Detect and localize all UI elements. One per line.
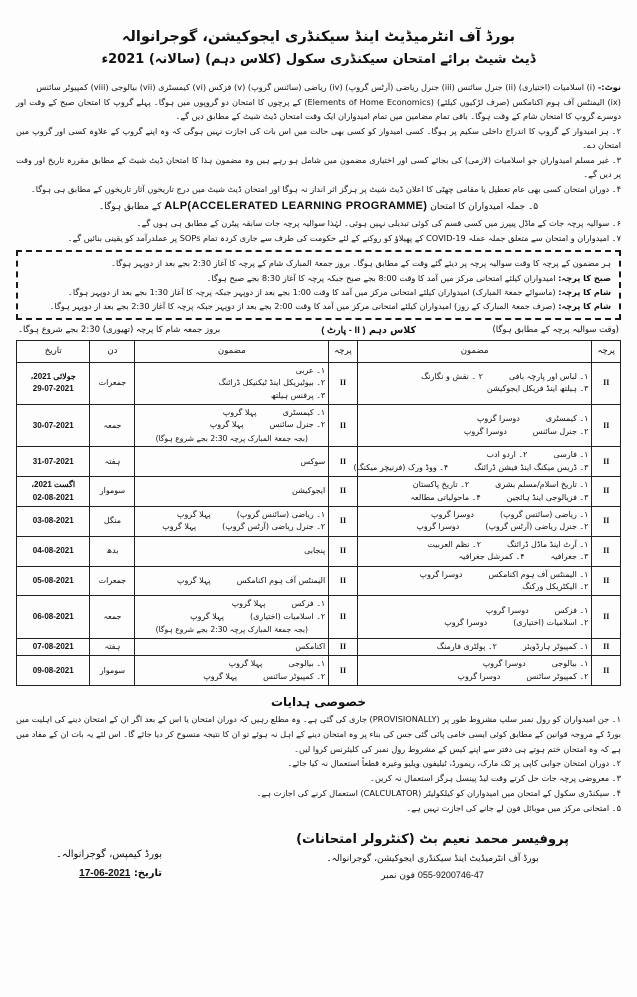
subject-line	[138, 671, 325, 683]
date-value: 04-08-2021	[32, 546, 74, 556]
subject-line	[361, 492, 589, 504]
subject-name: ۲۔ کمپیوٹر سائنس	[263, 671, 326, 681]
subject-group: دوسرا گروپ	[457, 671, 501, 681]
subject-line	[138, 598, 325, 610]
subject-line	[138, 390, 325, 402]
subject-name: ایجوکیشن	[292, 486, 326, 496]
note-optional-subjects-text: (i) اسلامیات (اختیاری) (ii) جنرل سائنس (iii) جنرل ریاضی (آرٹس گروپ) (iv) ریاضی (سائنس گروپ) (v) فزکس (vi) کیمسٹری (vii) بیالوجی (viii) کمپیوٹر سائنس	[36, 81, 596, 92]
subject-name: ۳۔ ڈریس میکنگ اینڈ فیشن ڈرائنگ	[474, 462, 589, 472]
day-cell: بدھ	[90, 536, 135, 566]
note-lead-label: نوٹ:-	[597, 81, 621, 92]
subject-name: ۲۔ جنرل ریاضی (آرٹس گروپ)	[222, 522, 326, 532]
paper-cell-right: II	[329, 507, 358, 537]
subject-group: پہلا گروپ	[162, 522, 197, 532]
paper-cell-left: II	[592, 447, 621, 477]
paper-cell-left: II	[592, 536, 621, 566]
subject-name: ۱۔ فارسی	[553, 450, 589, 460]
subject-group: دوسرا گروپ	[431, 510, 474, 520]
paper-cell-left: II	[592, 507, 621, 537]
header-subject-left: مضمون	[357, 340, 592, 362]
subject-cell-right	[135, 596, 329, 639]
note-5-suffix: کے مطابق ہوگا۔	[98, 202, 162, 213]
subject-line	[138, 485, 325, 497]
day-cell: سوموار	[90, 477, 135, 507]
header-paper-right: پرچہ	[329, 340, 358, 362]
subject-name: ۱۔ کمپیوٹر ہارڈویئر	[522, 641, 589, 651]
subject-group: ۴۔ کمرشل جغرافیہ	[458, 552, 525, 562]
datesheet-body	[17, 362, 621, 685]
date-month: جولائی 2021،	[30, 371, 76, 381]
date-value: 07-08-2021	[32, 641, 74, 651]
subject-cell-right	[135, 566, 329, 596]
date-cell	[17, 638, 90, 655]
phone-label: فون نمبر	[381, 870, 415, 881]
subject-name: ۳۔ جغرافیہ	[550, 552, 589, 562]
note-2: ۲۔ ہر امیدوار کے گروپ کا اندراج داخلی سکیم پر ہوگا۔ کسی امیدوار کو کسی بھی حالت میں اس بات کی اجازت نہیں ہوگی کہ وہ اپنے گروپ کے علاوہ کسی اور گروپ میں امتحان دے۔	[16, 125, 621, 151]
timing-morning-label: صبح کا پرچہ:	[558, 272, 611, 283]
subject-cell-left	[357, 536, 592, 566]
subject-cell-left	[357, 507, 592, 537]
subject-line	[361, 383, 589, 395]
paper-cell-left: II	[592, 404, 621, 447]
subject-name: ۳۔ پرفنس ہیلتھ	[270, 390, 326, 400]
subject-name: ۱۔ تاریخ اسلام/مسلم بشری	[495, 480, 589, 490]
table-row	[17, 477, 621, 507]
datesheet-table	[16, 340, 621, 686]
board-name: بورڈ آف انٹرمیڈیٹ اینڈ سیکنڈری ایجوکیشن، گوجرانوالہ	[121, 29, 516, 45]
subject-name: ۱۔ بیالوجی	[551, 659, 589, 669]
notes-section	[16, 80, 621, 246]
subject-name: ۱۔ ریاضی (سائنس گروپ)	[236, 510, 326, 520]
date-month: اگست 2021،	[31, 480, 76, 490]
subject-line	[361, 426, 589, 438]
date-cell	[17, 447, 90, 477]
paper-cell-left: II	[592, 362, 621, 404]
note-optional-subjects	[16, 80, 621, 94]
date-value: 02-08-2021	[32, 492, 74, 502]
subject-group: پہلا گروپ	[222, 407, 257, 417]
subject-timing-note: (بجہ جمعۃ المبارک پرچہ 2:30 بجے شروع ہوگا)	[155, 433, 308, 443]
timing-general-line: ہر مضمون کے پرچہ کا وقت سوالیہ پرچہ پر دیئے گئے وقت کے مطابق ہوگا۔ بروز جمعۃ المبارک شام کے پرچہ کا آغاز 2:30 بجے بعد از دوپہر ہوگا۔	[111, 258, 611, 269]
caption-time-note: (وقت سوالیہ پرچہ کے مطابق ہوگا)	[492, 324, 619, 335]
date-value: 30-07-2021	[32, 420, 74, 430]
paper-cell-right: II	[329, 536, 358, 566]
subject-cell-left	[357, 566, 592, 596]
subject-name: ۱۔ بیالوجی	[288, 659, 326, 669]
table-header-row	[17, 340, 621, 362]
subject-group: دوسرا گروپ	[416, 522, 460, 532]
subject-group: ۲۔ تاریخ پاکستان	[412, 480, 470, 490]
day-cell: منگل	[90, 507, 135, 537]
day-cell: جمعرات	[90, 566, 135, 596]
date-cell	[17, 362, 90, 404]
subject-name: ۱۔ فزکس	[291, 599, 326, 609]
note-6: ۶۔ سوالیہ پرچہ جات کے ماڈل پیپرز میں کسی قسم کی کوئی تبدیلی نہیں ہوئی۔ لہٰذا سوالیہ پرچہ جات سابقہ پیٹرن کے مطابق ہی ہوں گے۔	[136, 218, 621, 229]
subject-group: پہلا گروپ	[190, 611, 224, 621]
timing-morning	[26, 271, 611, 285]
subject-name: سوکس	[300, 456, 326, 466]
note-5-alp	[16, 197, 621, 216]
subject-cell-left	[353, 447, 592, 477]
header-date: تاریخ	[17, 340, 90, 362]
paper-cell-left: II	[592, 596, 621, 639]
subject-group: پہلا گروپ	[228, 659, 263, 669]
subject-name: ۱۔ الیمنٹس آف ہوم اکنامکس	[488, 569, 589, 579]
subject-line	[361, 658, 589, 670]
header-day: دن	[90, 340, 135, 362]
alp-programme-label: ALP(ACCELERATED LEARNING PROGRAMME)	[164, 200, 428, 213]
subject-name: ۲۔ الیکٹریکل ورکنگ	[522, 582, 589, 591]
subject-line	[138, 419, 325, 431]
subject-line	[138, 509, 325, 521]
subject-group: دوسرا گروپ	[476, 414, 520, 424]
timing-box	[16, 250, 621, 319]
subject-cell-left	[357, 638, 592, 655]
subject-group: دوسرا گروپ	[444, 618, 488, 628]
subject-group: پہلا گروپ	[176, 510, 211, 520]
subject-cell-right	[135, 638, 329, 655]
date-cell	[17, 404, 90, 447]
subject-group: ۴۔ ماحولیاتی مطالعہ	[410, 492, 481, 502]
subject-cell-right	[135, 507, 329, 537]
signature-block	[296, 829, 569, 884]
timing-evening-text-1: (ماسوائے جمعۃ المبارک) امیدواران کیلئے امتحانی مرکز میں آمد کا وقت 1:00 بجے بعد از دوپہر جبکہ پرچہ کا آغاز 1:30 بجے بعد از دوپہر ہوگا۔	[68, 287, 556, 298]
subject-name: ۲۔ جنرل ریاضی (آرٹس گروپ)	[485, 522, 589, 532]
subject-line	[361, 413, 589, 425]
subject-line	[138, 575, 325, 587]
subject-line	[361, 569, 589, 581]
date-cell	[17, 566, 90, 596]
special-item-4: ۴۔ سیکنڈری سکول کے امتحان میں امیدواران کو کیلکولیٹر (CALCULATOR) استعمال کرنے کی اجازت ہے۔	[256, 787, 621, 798]
timing-evening-friday	[26, 299, 611, 313]
subject-name: ۱۔ کیمسٹری	[545, 414, 589, 424]
subject-group: ۲۔ پولٹری فارمنگ	[436, 641, 497, 651]
paper-cell-right: II	[329, 656, 358, 686]
document-footer	[16, 829, 621, 907]
paper-cell-left: II	[592, 638, 621, 655]
subject-line	[361, 449, 589, 461]
footer-organization: بورڈ آف انٹرمیڈیٹ اینڈ سیکنڈری ایجوکیشن، گوجرانوالہ۔	[326, 853, 539, 864]
subject-group: ۲۔ نظم العربیت	[427, 539, 482, 549]
subject-name: ۲۔ جنرل سائنس	[269, 420, 326, 430]
document-subtitle: ڈیٹ شیٹ برائے امتحان سیکنڈری سکول (کلاس دہم) (سالانہ) 2021ء	[101, 52, 536, 68]
caption-class-part	[321, 323, 416, 338]
issue-date	[56, 864, 162, 883]
table-row	[17, 362, 621, 404]
footer-phone	[296, 868, 569, 884]
subject-group: ۴۔ ووڈ ورک (فرنیچر میکنگ)	[353, 462, 449, 472]
timing-evening-label-1: شام کا پرچہ:	[558, 287, 611, 298]
subject-line	[361, 641, 589, 653]
special-instructions-list	[16, 712, 621, 815]
date-value: 03-08-2021	[32, 516, 74, 526]
subject-cell-left	[357, 656, 592, 686]
note-4: ۴۔ دوران امتحان کسی بھی عام تعطیل یا مقامی چھٹی کا اعلان ڈیٹ شیٹ پر ہرگز اثر انداز نہ ہوگا اور امتحان ڈیٹ شیٹ میں درج تاریخوں آثار تاریخوں کے مطابق ہی ہوگا۔	[30, 184, 621, 195]
table-row	[17, 536, 621, 566]
date-cell	[17, 596, 90, 639]
timing-evening-text-2: (صرف جمعۃ المبارک کے روز) امیدواران کیلئے امتحانی مرکز میں آمد کا وقت 2:00 بجے بعد از دوپہر جبکہ پرچہ کا آغاز 2:30 بجے بعد از دوپہر ہوگا۔	[49, 301, 556, 312]
day-cell: جمعرات	[90, 362, 135, 404]
subject-group: پہلا گروپ	[231, 599, 266, 609]
subject-group: پہلا گروپ	[209, 420, 244, 430]
timing-morning-text: امیدواران کیلئے امتحانی مرکز میں آمد کا وقت 8:00 بجے صبح جبکہ پرچہ کا آغاز 8:30 بجے صبح ہوگا۔	[206, 272, 556, 283]
table-row	[17, 404, 621, 447]
date-cell	[17, 536, 90, 566]
subject-cell-left	[357, 596, 592, 639]
date-value: 31-07-2021	[32, 456, 74, 466]
subject-cell-right	[135, 477, 329, 507]
subject-line	[361, 521, 589, 533]
special-item-5: ۵۔ امتحانی مرکز میں موبائل فون لے جانے کی اجازت نہیں ہے۔	[406, 802, 621, 813]
subject-line	[361, 671, 589, 683]
paper-cell-left: II	[592, 477, 621, 507]
date-value: 05-08-2021	[32, 575, 74, 585]
day-cell: سوموار	[90, 656, 135, 686]
timing-evening-label-2: شام کا پرچہ:	[558, 301, 611, 312]
subject-line	[353, 462, 589, 474]
caption-part: ( پارٹ - II )	[321, 324, 366, 336]
date-cell	[17, 656, 90, 686]
special-item-1: ۱۔ جن امیدواران کو رول نمبر سلپ مشروط طور پر (PROVISIONALLY) جاری کی گئی ہے۔ وہ مطلع رہیں کہ دوران امتحان یا اس کے بعد اگر ان کے امتحان دینے کی اہلیت میں بورڈ کے مروجہ قوانین کے مطابق کوئی ایسی خامی پائی گئی جس کی بناء پر وہ امتحان دینے کے اہل نہ ہوئے تو ان کا نتیجہ منسوخ کر دیا جائے گا۔ اس لئے یہ بات ان کے مفاد میں ہے کہ وہ امتحان ختم ہوتے ہی دفتر سے اپنے کیس کے مشروط رول نمبر کی کلیئرنس کروا لیں۔	[16, 714, 621, 754]
day-cell: جمعہ	[90, 404, 135, 447]
subject-name: ۲۔ اسلامیات (اختیاری)	[249, 611, 326, 621]
subject-line	[138, 611, 325, 623]
paper-cell-right: II	[329, 638, 358, 655]
subject-name: پنجابی	[304, 546, 326, 556]
paper-cell-right: II	[329, 477, 358, 507]
subject-name: ۲۔ بیوٹیریکل اینڈ ٹیکنیکل ڈرائنگ	[218, 378, 326, 388]
subject-line	[138, 545, 325, 557]
subject-name: اکنامکس	[295, 641, 326, 651]
date-cell	[17, 477, 90, 507]
paper-cell-right: II	[329, 362, 358, 404]
day-cell: جمعہ	[90, 596, 135, 639]
subject-group: ۲ ۔ نقش و نگارنگ	[421, 371, 483, 381]
date-cell	[17, 507, 90, 537]
day-cell: ہفتہ	[90, 638, 135, 655]
subject-name: ۱۔ کیمسٹری	[282, 407, 326, 417]
board-campus: بورڈ کیمپس، گوجرانوالہ۔	[56, 849, 163, 861]
header-paper-left: پرچہ	[592, 340, 621, 362]
subject-line	[138, 365, 325, 377]
header-subject-right: مضمون	[135, 340, 329, 362]
subject-name: ۱۔ لباس اور پارچہ بافی	[508, 371, 589, 381]
subject-name: ۲۔ جنرل سائنس	[532, 426, 589, 436]
subject-line	[361, 581, 589, 593]
subject-line	[361, 371, 589, 383]
table-row	[17, 566, 621, 596]
subject-line	[361, 551, 589, 563]
subject-name: الیمنٹس آف ہوم اکنامکس	[236, 575, 326, 585]
subject-group: پہلا گروپ	[176, 575, 211, 585]
note-3: ۳۔ غیر مسلم امیدواران جو اسلامیات (لازمی) کی بجائے کسی اور اختیاری مضمون میں شامل ہو رہے ہیں وہ مضمون ہذا کا امتحان ڈیٹ شیٹ کے مطابق مقررہ تاریخ اور وقت پر دیں گے۔	[16, 155, 621, 180]
document-header	[16, 26, 621, 71]
subject-line	[361, 539, 589, 551]
paper-cell-left: II	[592, 566, 621, 596]
subject-cell-left	[357, 362, 592, 404]
issue-date-value: 17-06-2021	[79, 868, 131, 880]
subject-line	[361, 605, 589, 617]
subject-group: ۲۔ اردو ادب	[486, 450, 528, 460]
subject-name: ۳۔ فزیالوجی اینڈ ہائجین	[506, 492, 589, 502]
subject-name: ۲۔ اسلامیات (اختیاری)	[513, 618, 589, 628]
subject-cell-right	[135, 404, 329, 447]
phone-number: 055-9200746-47	[417, 869, 484, 880]
subject-line	[361, 479, 589, 491]
note-5-prefix: ۵۔ جملہ امیدواران کا امتحان	[430, 202, 539, 213]
table-row	[17, 447, 621, 477]
subject-line	[138, 521, 325, 533]
paper-cell-right: II	[329, 566, 358, 596]
day-cell: ہفتہ	[90, 447, 135, 477]
special-instructions-title: خصوصی ہدایات	[270, 695, 367, 710]
table-row	[17, 656, 621, 686]
subject-line	[361, 617, 589, 629]
subject-cell-right	[135, 656, 329, 686]
caption-class: کلاس دہم	[368, 324, 416, 336]
subject-group: پہلا گروپ	[203, 671, 238, 681]
subject-name: ۱۔ عربی	[295, 365, 326, 375]
subject-group: دوسرا گروپ	[419, 569, 463, 579]
paper-cell-right: II	[329, 404, 358, 447]
subject-cell-right	[135, 536, 329, 566]
subject-cell-left	[357, 477, 592, 507]
subject-line	[138, 456, 325, 468]
subject-line	[138, 641, 325, 653]
date-value: 06-08-2021	[32, 611, 74, 621]
caption-friday-note: بروز جمعہ شام کا پرچہ (تھیوری) 2:30 بجے شروع ہوگا۔	[18, 324, 221, 335]
table-row	[17, 638, 621, 655]
paper-cell-right: II	[329, 447, 358, 477]
subject-name: ۱۔ ریاضی (سائنس گروپ)	[499, 510, 589, 520]
note-7: ۷۔ امیدواران و امتحان سے متعلق جملہ عملہ COVID-19 کے پھیلاؤ کو روکنے کے لئے حکومت کی طرف سے جاری کردہ تمام SOPs پر عملدرآمد کو یقینی بنائیں گے۔	[67, 233, 621, 244]
subject-cell-right	[135, 447, 329, 477]
subject-group: دوسرا گروپ	[463, 426, 507, 436]
subject-group: دوسرا گروپ	[485, 605, 529, 615]
table-row	[17, 507, 621, 537]
issue-block	[56, 845, 162, 883]
date-value: 09-08-2021	[32, 665, 74, 675]
subject-cell-left	[357, 404, 592, 447]
subject-name: ۱۔ آرٹ اینڈ ماڈل ڈرائنگ	[507, 539, 589, 549]
subject-name: ۳۔ ہیلتھ اینڈ فزیکل ایجوکیشن	[486, 384, 589, 394]
subject-line	[138, 407, 325, 419]
table-row	[17, 596, 621, 639]
subject-group: دوسرا گروپ	[482, 659, 526, 669]
controller-name: پروفیسر محمد نعیم بٹ (کنٹرولر امتحانات)	[296, 832, 569, 848]
table-caption	[16, 323, 621, 338]
subject-cell-right	[135, 362, 329, 404]
subject-line	[138, 658, 325, 670]
issue-date-label: تاریخ:	[133, 868, 163, 880]
subject-timing-note: (بجہ جمعۃ المبارک پرچہ 2:30 بجے شروع ہوگا)	[155, 625, 308, 635]
subject-line	[138, 377, 325, 389]
subject-line	[361, 509, 589, 521]
paper-cell-right: II	[329, 596, 358, 639]
paper-cell-left: II	[592, 656, 621, 686]
subject-name: ۱۔ فزکس	[554, 605, 589, 615]
subject-name: ۲۔ کمپیوٹر سائنس	[526, 671, 589, 681]
date-value: 29-07-2021	[32, 384, 74, 394]
special-item-3: ۳۔ معروضی پرچہ جات حل کرتے وقت لیڈ پینسل ہرگز استعمال نہ کریں۔	[370, 773, 621, 784]
special-item-2: ۲۔ دوران امتحان جوابی کاپی پر ٹک مارک، ریمورڈ، ٹیلیفون ویلیو وغیرہ قطعاً استعمال نہ کیا جائے۔	[287, 758, 621, 769]
note-home-economics: (ix) الیمنٹس آف ہوم اکنامکس (صرف لڑکیوں کیلئے) (Elements of Home Economics) کے پرچوں کا امتحان دو گروپوں میں ہوگا۔ پہلے گروپ کا امتحان صبح کے وقت اور دوسرے گروپ کا امتحان شام کے وقت ہوگا۔ باقی تمام مضامین میں تمام امیدواران ایک وقت امتحان ڈیٹ شیٹ کے مطابق دیں گے۔	[16, 96, 621, 121]
timing-evening-regular	[26, 285, 611, 299]
